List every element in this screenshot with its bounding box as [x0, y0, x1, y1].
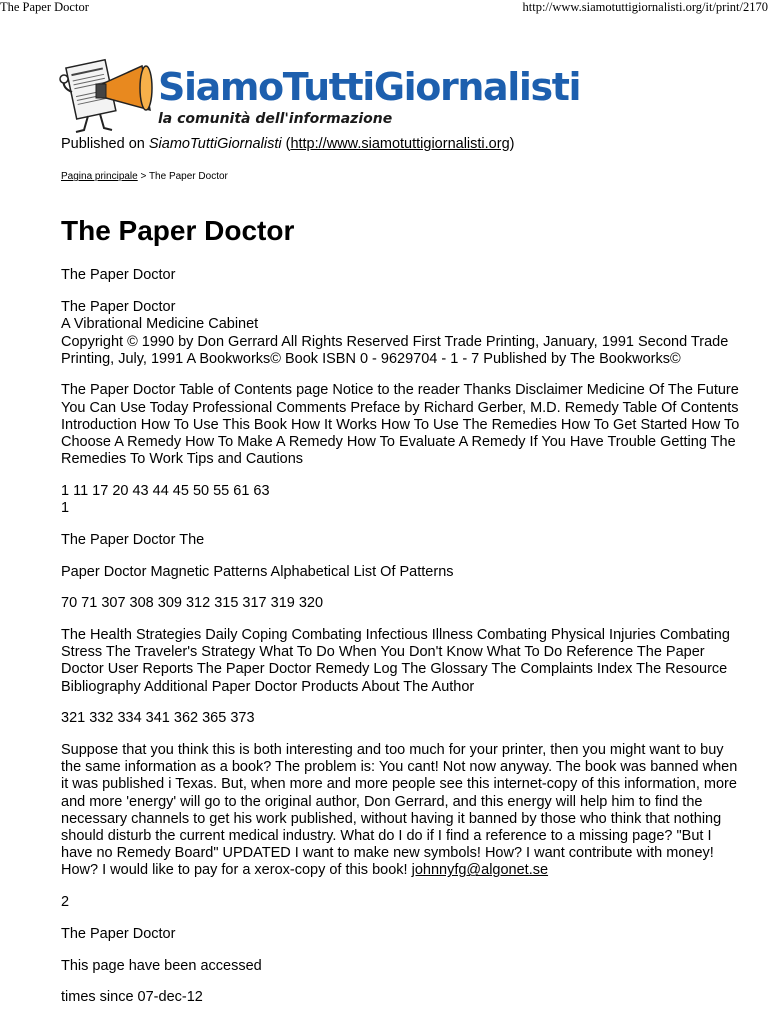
published-site-name: SiamoTuttiGiornalisti [148, 136, 282, 152]
logo-wordmark: SiamoTuttiGiornalisti [158, 65, 581, 109]
breadcrumb-separator: > [137, 171, 149, 183]
published-prefix: Published on [61, 136, 149, 152]
book-info [61, 299, 741, 368]
breadcrumb-current: The Paper Doctor [148, 171, 228, 183]
footer-title: The Paper Doctor [61, 925, 176, 942]
toc-pages-1-list: 1 11 17 20 43 44 45 50 55 61 63 [61, 482, 270, 499]
megaphone-newspaper-mascot-icon [58, 54, 158, 136]
toc-section-1: The Paper Doctor Table of Contents page Notice to the reader Thanks Disclaimer Medicine Of The Future You Can Use Today Professional Comments Preface by Richard Gerber, M.D. Remedy Table Of Contents Introduction How To Use This Book How It Works How To Use The Remedies How To Get Started How To Choose A Remedy How To Make A Remedy How To Evaluate A Remedy If You Have Trouble Getting The Remedies To Work Tips and Cautions [61, 382, 740, 468]
breadcrumb-home-link[interactable]: Pagina principale [61, 171, 138, 183]
breadcrumb [61, 168, 741, 185]
page-number-1: 1 [61, 500, 70, 517]
toc-section-3: The Health Strategies Daily Coping Combating Infectious Illness Combating Physical Injuries Combating Stress The Traveler's Strategy What To Do When You Don't Know What To Do Reference The Paper Doctor User Reports The Paper Doctor Remedy Log The Glossary The Complaints Index The Resource Bibliography Additional Paper Doctor Products About The Author [61, 626, 730, 695]
main-content [61, 136, 741, 1021]
book-copyright: Copyright © 1990 by Don Gerrard All Rights Reserved First Trade Printing, January, 1991 Second Trade Printing, July, 1991 A Bookworks© Book ISBN 0 - 9629704 - 1 - 7 Published by The Bookworks© [61, 333, 729, 367]
access-since-date: times since 07-dec-12 [61, 989, 203, 1006]
book-title: The Paper Doctor [61, 299, 176, 316]
book-subtitle: A Vibrational Medicine Cabinet [61, 316, 259, 333]
body-paragraph [61, 742, 741, 880]
logo-tagline: la comunità dell'informazione [158, 111, 393, 127]
page-number-2: 2 [61, 894, 70, 911]
print-page-url: http://www.siamotuttigiornalisti.org/it/print/2170 [522, 0, 768, 14]
toc-pages-3: 321 332 334 341 362 365 373 [61, 710, 255, 727]
toc-pages-1 [61, 483, 741, 517]
published-site-link[interactable]: http://www.siamotuttigiornalisti.org [290, 136, 510, 152]
access-counter-label: This page have been accessed [61, 957, 262, 974]
toc-heading-2: The Paper Doctor The [61, 531, 205, 548]
email-link[interactable]: johnnyfg@algonet.se [411, 862, 549, 879]
body-text: Suppose that you think this is both interesting and too much for your printer, then you might want to buy the same information as a book? The problem is: You cant! Not now anyway. The book was banned when it was published i Texas. But, when more and more people see this internet-copy of this information, more and more 'energy' will go to the original author, Don Gerrard, and this energy will help him to find the necessary channels to get his work published, without having it banned by those who think that nothing should disturb the current medical industry. What do I do if I find a reference to a missing page? "But I have no Remedy Board" UPDATED I want to make new symbols! How? I want contribute with money! How? I would like to pay for a xerox-copy of this book! [61, 741, 738, 879]
published-close-paren: ) [509, 136, 515, 152]
page-title: The Paper Doctor [61, 215, 295, 247]
toc-pages-2: 70 71 307 308 309 312 315 317 319 320 [61, 595, 324, 612]
article-subtitle: The Paper Doctor [61, 267, 176, 284]
site-logo[interactable] [58, 54, 722, 136]
print-page-title: The Paper Doctor [0, 0, 89, 14]
published-on-line [61, 136, 741, 153]
toc-section-2: Paper Doctor Magnetic Patterns Alphabetical List Of Patterns [61, 563, 454, 580]
published-open-paren: ( [281, 136, 291, 152]
print-header [0, 0, 768, 16]
